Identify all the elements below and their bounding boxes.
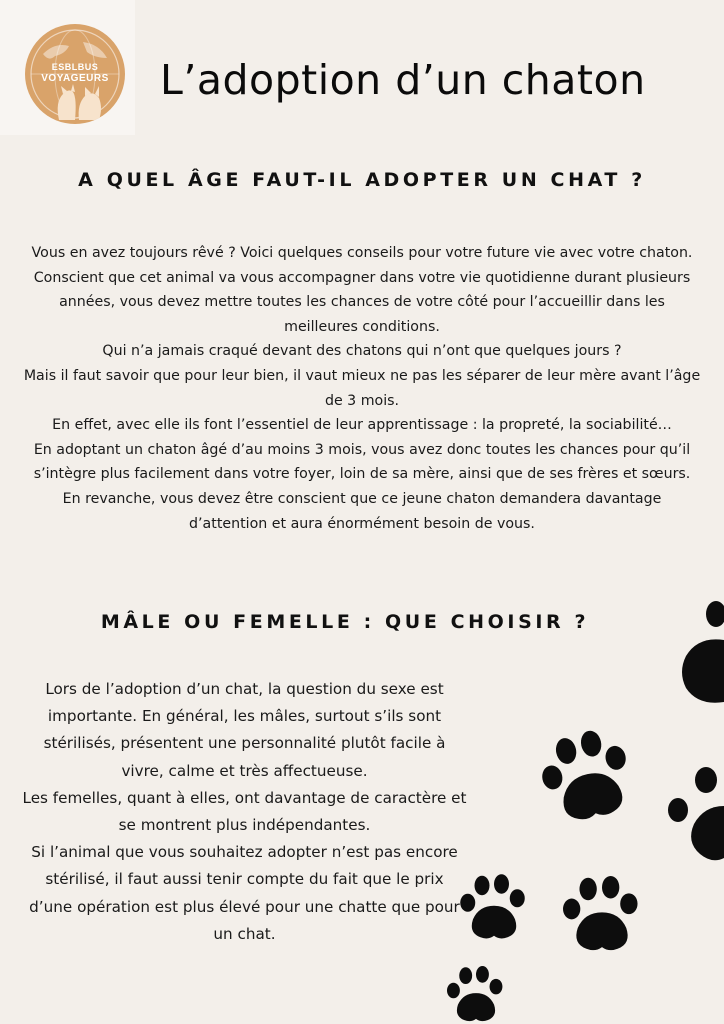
page-title: L’adoption d’un chaton <box>160 56 646 104</box>
paw-print-icon <box>458 874 530 942</box>
paragraph: En adoptant un chaton âgé d’au moins 3 mois, vous avez donc toutes les chances pour qu’il s’intègre plus facilement dans votre foyer, loin de sa mère, ainsi que de ses frères et sœurs. <box>33 441 691 483</box>
paw-print-icon <box>444 966 508 1024</box>
logo-text-line2: VOYAGEURS <box>41 73 109 84</box>
section-body-age <box>22 241 702 536</box>
paragraph: Mais il faut savoir que pour leur bien, il vaut mieux ne pas les séparer de leur mère avant l’âge de 3 mois. <box>23 367 701 409</box>
paw-print-icon <box>560 876 644 954</box>
paragraph: Vous en avez toujours rêvé ? Voici quelques conseils pour votre future vie avec votre chaton. Conscient que cet animal va vous accompagner dans votre vie quotidienne durant plusieurs années, vous devez mettre toutes les chances de votre côté pour l’accueillir dans les meilleures conditions. <box>31 245 693 335</box>
section-body-sex <box>22 676 467 948</box>
logo <box>25 24 125 124</box>
paragraph: Lors de l’adoption d’un chat, la question du sexe est importante. En général, les mâles, surtout s’ils sont stérilisés, présentent une personnalité plutôt facile à vivre, calme et très affectueuse. <box>43 680 446 780</box>
paw-print-icon <box>678 598 724 710</box>
paragraph: Si l’animal que vous souhaitez adopter n’est pas encore stérilisé, il faut aussi tenir compte du fait que le prix d’une opération est plus élevé pour une chatte que pour un chat. <box>29 843 460 943</box>
section-heading-sex: MÂLE OU FEMELLE : QUE CHOISIR ? <box>100 611 590 633</box>
section-heading-age: A QUEL ÂGE FAUT-IL ADOPTER UN CHAT ? <box>78 169 646 191</box>
paw-print-icon <box>532 723 645 831</box>
paragraph: Qui n’a jamais craqué devant des chatons qui n’ont que quelques jours ? <box>102 343 622 360</box>
paragraph: En revanche, vous devez être conscient que ce jeune chaton demandera davantage d’attention et aura énormément besoin de vous. <box>62 490 662 532</box>
logo-panel <box>0 0 135 135</box>
paragraph: En effet, avec elle ils font l’essentiel de leur apprentissage : la propreté, la sociabilité… <box>52 417 672 434</box>
logo-text-line1: ESBLBUS <box>51 62 99 72</box>
paragraph: Les femelles, quant à elles, ont davantage de caractère et se montrent plus indépendantes. <box>22 788 467 835</box>
paw-print-icon <box>668 766 724 866</box>
